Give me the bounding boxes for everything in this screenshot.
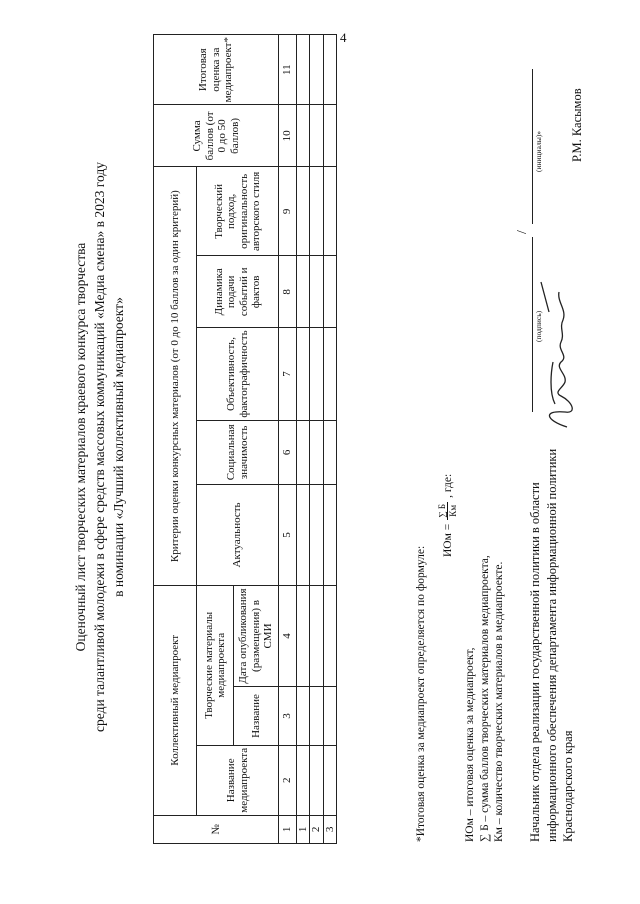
col-number: 1 xyxy=(279,815,297,843)
col-number: 7 xyxy=(279,328,297,420)
signoff-line: Начальник отдела реализации государственной политики в области xyxy=(528,482,542,842)
col-number: 2 xyxy=(279,745,297,815)
group-criteria-header: Критерии оценки конкурсных материалов (от 0 до 10 баллов за один критерий) xyxy=(154,167,197,585)
formula-note: *Итоговая оценка за медиапроект определяется по формуле: xyxy=(415,545,427,842)
col-number: 3 xyxy=(279,687,297,746)
col-cname-header: Название xyxy=(234,687,279,746)
col-name-header: Название медиапроекта xyxy=(197,745,279,815)
formula-tail: , где: xyxy=(441,473,454,498)
formula-fraction xyxy=(437,502,458,520)
signoff-line: Краснодарского края xyxy=(561,730,575,842)
title-line: среди талантливой молодежи в сфере средств массовых коммуникаций «Медиа смена» в 2023 году xyxy=(92,162,107,732)
slash-mark: / xyxy=(515,230,530,234)
initials-caption: (инициалы)» xyxy=(534,131,543,172)
signature-caption: (подпись) xyxy=(534,310,543,342)
legend-line: ИОм – итоговая оценка за медиапроект, xyxy=(464,647,476,842)
col-number: 6 xyxy=(279,420,297,485)
signoff-position xyxy=(527,422,577,842)
col-number: 9 xyxy=(279,167,297,256)
col-number: 4 xyxy=(279,585,297,686)
formula-legend xyxy=(463,555,507,842)
group-creative-header: Творческие материалы медиапроекта xyxy=(197,585,234,745)
document-title xyxy=(71,32,128,862)
header-row-1 xyxy=(154,35,197,844)
group-media-header: Коллективный медиапроект xyxy=(154,585,197,815)
col-final-header: Итоговая оценка за медиапроект* xyxy=(154,35,279,105)
column-number-row xyxy=(279,35,297,844)
signer-name: Р.М. Касымов xyxy=(570,88,584,162)
col-number: 5 xyxy=(279,485,297,586)
crit-header: Социальная значимость xyxy=(197,420,279,485)
formula-denominator: Км xyxy=(448,504,458,517)
signature-line xyxy=(532,237,533,412)
row-number: 3 xyxy=(323,815,337,843)
col-number: 8 xyxy=(279,256,297,328)
legend-line: Км – количество творческих материалов в медиапроекте. xyxy=(493,561,505,842)
crit-header: Актуальность xyxy=(197,485,279,586)
formula-numerator: ∑ Б xyxy=(437,503,447,518)
table-row xyxy=(296,35,310,844)
signoff-line: информационного обеспечения департамента информационной политики xyxy=(544,448,559,842)
rotated-page xyxy=(45,32,605,862)
crit-header: Объективность, фактографичность xyxy=(197,328,279,420)
formula xyxy=(437,474,458,557)
crit-header: Динамика подачи событий и фактов xyxy=(197,256,279,328)
col-sum-header: Сумма баллов (от 0 до 50 баллов) xyxy=(154,105,279,167)
evaluation-table xyxy=(153,34,337,844)
row-number: 1 xyxy=(296,815,310,843)
col-number: 10 xyxy=(279,105,297,167)
legend-line: ∑ Б – сумма баллов творческих материалов медиапроекта, xyxy=(478,555,491,842)
table-row xyxy=(310,35,324,844)
page-number: 4 xyxy=(340,30,347,45)
col-number: 11 xyxy=(279,35,297,105)
col-date-header: Дата опубликования (размещения) в СМИ xyxy=(234,585,279,686)
table-row xyxy=(323,35,337,844)
col-num-header: № xyxy=(154,815,279,843)
title-line: Оценочный лист творческих материалов краевого конкурса творчества xyxy=(73,242,88,652)
handwritten-signature xyxy=(535,262,585,432)
row-number: 2 xyxy=(310,815,324,843)
crit-header: Творческий подход, оригинальность авторского стиля xyxy=(197,167,279,256)
initials-line xyxy=(532,69,533,224)
formula-lhs: ИОм = xyxy=(441,523,454,557)
title-line: в номинации «Лучший коллективный медиапроект» xyxy=(111,297,126,597)
